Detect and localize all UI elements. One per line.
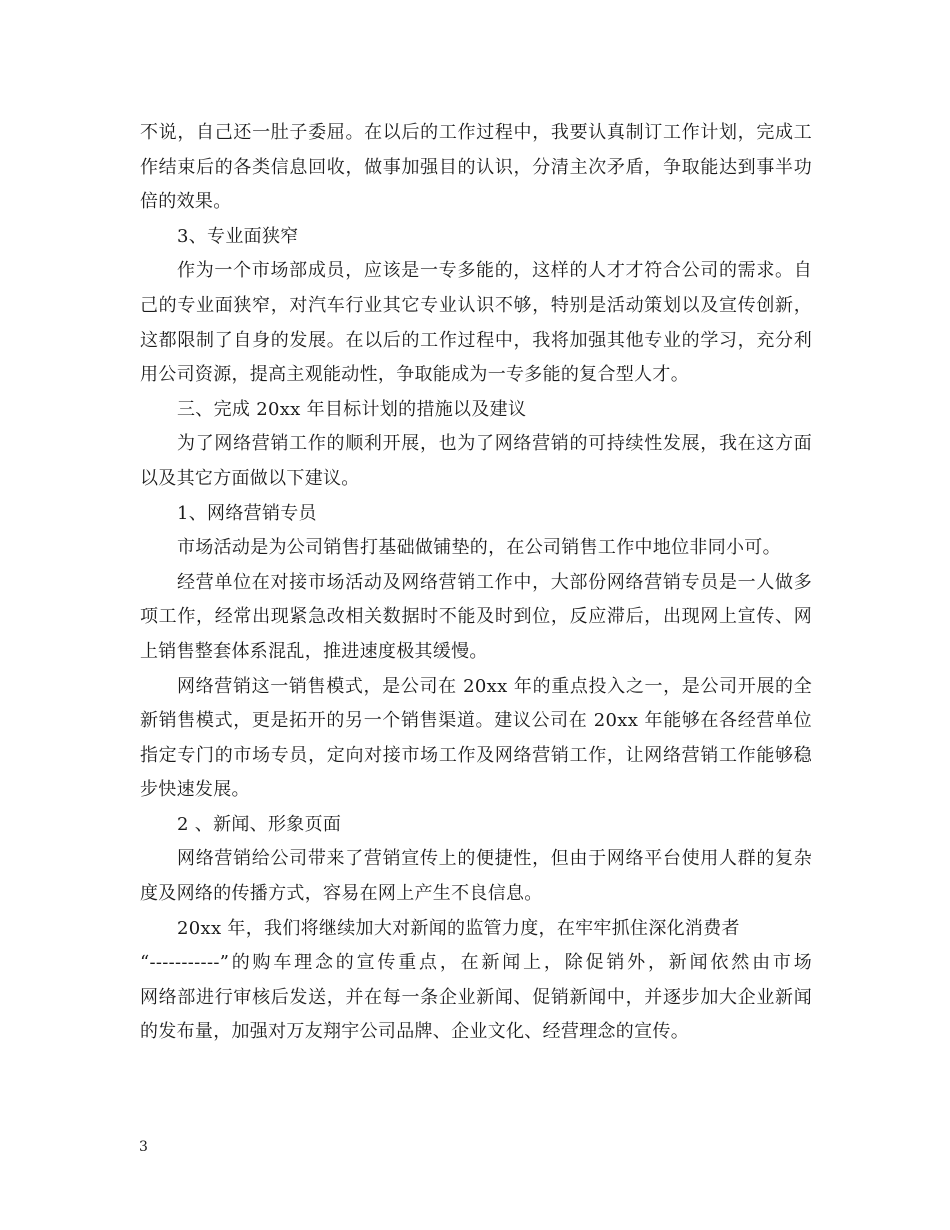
text-line: 步快速发展。 xyxy=(140,779,250,801)
text-line: 用公司资源，提高主观能动性，争取能成为一专多能的复合型人才。 xyxy=(140,364,689,386)
text-line: 作为一个市场部成员，应该是一专多能的，这样的人才才符合公司的需求。自 xyxy=(177,260,812,282)
text-line: 上销售整套体系混乱，推进速度极其缓慢。 xyxy=(140,640,488,662)
text-line: 网络营销给公司带来了营销宣传上的便捷性，但由于网络平台使用人群的复杂 xyxy=(177,848,812,870)
text-line: 网络营销这一销售模式，是公司在 20xx 年的重点投入之一，是公司开展的全 xyxy=(177,675,812,697)
text-line: 新销售模式，更是拓开的另一个销售渠道。建议公司在 20xx 年能够在各经营单位 xyxy=(140,710,812,732)
text-line: “-----------”的购车理念的宣传重点，在新闻上，除促销外，新闻依然由市场 xyxy=(140,952,812,974)
text-line: 倍的效果。 xyxy=(140,191,232,213)
text-line: 不说，自己还一肚子委屈。在以后的工作过程中，我要认真制订工作计划，完成工 xyxy=(140,122,812,143)
text-line: 以及其它方面做以下建议。 xyxy=(140,467,360,489)
text-line: 为了网络营销工作的顺利开展，也为了网络营销的可持续性发展，我在这方面 xyxy=(177,433,812,455)
text-line: 3、专业面狭窄 xyxy=(177,225,299,247)
text-line: 作结束后的各类信息回收，做事加强目的认识，分清主次矛盾，争取能达到事半功 xyxy=(140,156,812,178)
document-body xyxy=(140,116,812,1050)
text-line: 这都限制了自身的发展。在以后的工作过程中，我将加强其他专业的学习，充分利 xyxy=(140,329,812,351)
text-line: 己的专业面狭窄，对汽车行业其它专业认识不够，特别是活动策划以及宣传创新， xyxy=(140,294,812,316)
text-line: 市场活动是为公司销售打基础做铺垫的，在公司销售工作中地位非同小可。 xyxy=(177,537,781,559)
text-line: 三、完成 20xx 年目标计划的措施以及建议 xyxy=(177,398,527,420)
text-line: 网络部进行审核后发送，并在每一条企业新闻、促销新闻中，并逐步加大企业新闻 xyxy=(140,986,812,1008)
text-line: 项工作，经常出现紧急改相关数据时不能及时到位，反应滞后，出现网上宣传、网 xyxy=(140,606,812,628)
text-line: 指定专门的市场专员，定向对接市场工作及网络营销工作，让网络营销工作能够稳 xyxy=(140,744,812,766)
text-line: 经营单位在对接市场活动及网络营销工作中，大部份网络营销专员是一人做多 xyxy=(177,571,812,593)
text-line: 的发布量，加强对万友翔宇公司品牌、企业文化、经营理念的宣传。 xyxy=(140,1021,689,1043)
text-line: 20xx 年，我们将继续加大对新闻的监管力度，在牢牢抓住深化消费者 xyxy=(177,917,740,939)
text-line: 度及网络的传播方式，容易在网上产生不良信息。 xyxy=(140,883,543,905)
text-line: 1、网络营销专员 xyxy=(177,502,317,524)
page-number: 3 xyxy=(139,1139,148,1155)
text-line: 2 、新闻、形象页面 xyxy=(177,813,342,835)
